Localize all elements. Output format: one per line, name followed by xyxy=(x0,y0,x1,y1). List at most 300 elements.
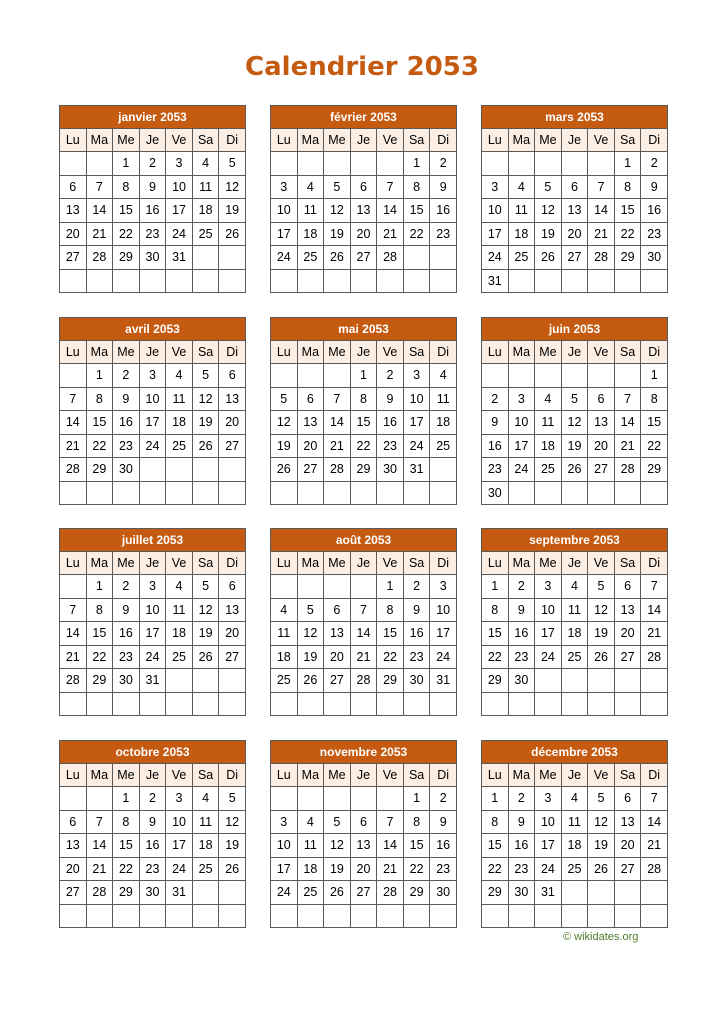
day-cell: 22 xyxy=(641,434,668,458)
day-cell: 1 xyxy=(482,575,509,599)
day-cell: 11 xyxy=(297,834,324,858)
day-cell: 18 xyxy=(192,199,219,223)
day-cell: 1 xyxy=(113,152,140,176)
day-cell: 13 xyxy=(350,834,377,858)
day-cell: 5 xyxy=(561,387,588,411)
week-row xyxy=(482,387,668,411)
day-cell xyxy=(113,904,140,928)
day-cell: 25 xyxy=(561,857,588,881)
day-cell: 4 xyxy=(430,364,457,388)
day-cell: 1 xyxy=(403,787,430,811)
week-row xyxy=(60,575,246,599)
day-cell: 20 xyxy=(350,222,377,246)
day-cell xyxy=(113,269,140,293)
weekday-header: Sa xyxy=(403,764,430,787)
day-cell: 4 xyxy=(508,175,535,199)
week-row xyxy=(60,458,246,482)
day-cell: 8 xyxy=(113,810,140,834)
day-cell: 29 xyxy=(113,881,140,905)
week-row xyxy=(482,669,668,693)
day-cell xyxy=(350,575,377,599)
week-row xyxy=(271,787,457,811)
day-cell: 25 xyxy=(192,857,219,881)
day-cell: 12 xyxy=(219,175,246,199)
day-cell: 6 xyxy=(614,787,641,811)
day-cell: 3 xyxy=(508,387,535,411)
day-cell: 2 xyxy=(113,575,140,599)
day-cell: 12 xyxy=(219,810,246,834)
day-cell: 12 xyxy=(297,622,324,646)
weekday-header: Di xyxy=(641,341,668,364)
day-cell: 2 xyxy=(641,152,668,176)
day-cell: 22 xyxy=(482,645,509,669)
weekday-header: Je xyxy=(561,129,588,152)
day-cell: 1 xyxy=(641,364,668,388)
week-row xyxy=(271,834,457,858)
day-cell: 29 xyxy=(482,669,509,693)
weekday-header: Je xyxy=(139,129,166,152)
month-calendar xyxy=(270,105,457,293)
day-cell: 28 xyxy=(641,645,668,669)
week-row xyxy=(482,881,668,905)
day-cell: 7 xyxy=(60,387,87,411)
day-cell xyxy=(60,152,87,176)
week-row xyxy=(60,199,246,223)
week-row xyxy=(482,364,668,388)
day-cell xyxy=(588,692,615,716)
day-cell: 24 xyxy=(139,645,166,669)
day-cell xyxy=(113,481,140,505)
month-title: janvier 2053 xyxy=(60,106,246,129)
week-row xyxy=(482,481,668,505)
day-cell: 25 xyxy=(297,881,324,905)
day-cell: 22 xyxy=(482,857,509,881)
day-cell xyxy=(508,269,535,293)
week-row xyxy=(482,622,668,646)
week-row xyxy=(60,787,246,811)
day-cell: 30 xyxy=(403,669,430,693)
day-cell: 27 xyxy=(297,458,324,482)
day-cell xyxy=(324,904,351,928)
day-cell: 22 xyxy=(86,434,113,458)
weekday-header: Ve xyxy=(377,764,404,787)
day-cell: 4 xyxy=(166,575,193,599)
weekday-header: Me xyxy=(324,764,351,787)
day-cell: 8 xyxy=(482,810,509,834)
day-cell: 7 xyxy=(324,387,351,411)
month-title: octobre 2053 xyxy=(60,741,246,764)
weekday-header: Di xyxy=(641,764,668,787)
day-cell: 14 xyxy=(377,834,404,858)
weekday-header: Sa xyxy=(192,341,219,364)
day-cell: 2 xyxy=(508,575,535,599)
weekday-header: Lu xyxy=(482,341,509,364)
day-cell: 18 xyxy=(166,622,193,646)
weekday-header: Sa xyxy=(403,129,430,152)
day-cell: 5 xyxy=(219,152,246,176)
day-cell xyxy=(614,364,641,388)
day-cell: 28 xyxy=(588,246,615,270)
day-cell: 3 xyxy=(139,364,166,388)
week-row xyxy=(60,411,246,435)
weekday-header: Ma xyxy=(508,764,535,787)
week-row xyxy=(271,364,457,388)
weekday-header: Me xyxy=(324,341,351,364)
day-cell: 29 xyxy=(403,881,430,905)
weekday-header: Sa xyxy=(192,552,219,575)
day-cell: 6 xyxy=(219,364,246,388)
day-cell xyxy=(192,881,219,905)
day-cell xyxy=(139,269,166,293)
month-title: juillet 2053 xyxy=(60,529,246,552)
day-cell: 21 xyxy=(377,222,404,246)
weekday-header: Me xyxy=(324,129,351,152)
day-cell: 4 xyxy=(166,364,193,388)
day-cell: 30 xyxy=(508,669,535,693)
day-cell xyxy=(219,481,246,505)
day-cell: 23 xyxy=(508,645,535,669)
week-row xyxy=(482,645,668,669)
day-cell: 3 xyxy=(166,787,193,811)
day-cell: 9 xyxy=(482,411,509,435)
weekday-header: Ve xyxy=(588,341,615,364)
day-cell xyxy=(166,904,193,928)
weekday-header: Je xyxy=(350,764,377,787)
day-cell: 9 xyxy=(113,387,140,411)
week-row xyxy=(271,175,457,199)
day-cell xyxy=(482,364,509,388)
day-cell xyxy=(166,458,193,482)
day-cell: 13 xyxy=(588,411,615,435)
day-cell xyxy=(614,692,641,716)
day-cell: 26 xyxy=(192,434,219,458)
weekday-header: Je xyxy=(350,129,377,152)
day-cell: 20 xyxy=(324,645,351,669)
day-cell: 24 xyxy=(139,434,166,458)
day-cell xyxy=(508,481,535,505)
day-cell xyxy=(588,481,615,505)
week-row xyxy=(60,598,246,622)
week-row xyxy=(271,481,457,505)
day-cell: 13 xyxy=(60,199,87,223)
day-cell: 17 xyxy=(139,622,166,646)
day-cell xyxy=(60,904,87,928)
day-cell xyxy=(535,904,562,928)
day-cell: 17 xyxy=(139,411,166,435)
weekday-header: Lu xyxy=(271,764,298,787)
day-cell: 15 xyxy=(86,622,113,646)
day-cell xyxy=(561,881,588,905)
weekday-header: Ma xyxy=(508,129,535,152)
day-cell: 6 xyxy=(60,810,87,834)
day-cell: 23 xyxy=(403,645,430,669)
week-row xyxy=(482,246,668,270)
day-cell: 9 xyxy=(403,598,430,622)
weekday-header: Je xyxy=(561,764,588,787)
day-cell: 18 xyxy=(430,411,457,435)
weekday-header: Je xyxy=(350,341,377,364)
day-cell: 17 xyxy=(166,834,193,858)
day-cell: 10 xyxy=(482,199,509,223)
day-cell: 29 xyxy=(614,246,641,270)
day-cell: 18 xyxy=(192,834,219,858)
week-row xyxy=(271,622,457,646)
day-cell xyxy=(377,481,404,505)
day-cell: 24 xyxy=(508,458,535,482)
day-cell: 30 xyxy=(641,246,668,270)
day-cell: 11 xyxy=(561,598,588,622)
week-row xyxy=(271,810,457,834)
day-cell: 23 xyxy=(430,222,457,246)
week-row xyxy=(60,881,246,905)
day-cell: 24 xyxy=(166,857,193,881)
day-cell: 19 xyxy=(219,199,246,223)
day-cell: 14 xyxy=(377,199,404,223)
day-cell: 4 xyxy=(192,152,219,176)
weekday-header: Di xyxy=(219,129,246,152)
day-cell: 27 xyxy=(60,246,87,270)
day-cell: 7 xyxy=(377,175,404,199)
day-cell: 12 xyxy=(324,199,351,223)
day-cell: 8 xyxy=(482,598,509,622)
day-cell xyxy=(588,904,615,928)
week-row xyxy=(60,834,246,858)
day-cell: 10 xyxy=(166,175,193,199)
day-cell: 20 xyxy=(297,434,324,458)
day-cell: 15 xyxy=(482,834,509,858)
day-cell xyxy=(86,787,113,811)
day-cell: 22 xyxy=(350,434,377,458)
day-cell: 8 xyxy=(86,387,113,411)
day-cell xyxy=(561,269,588,293)
week-row xyxy=(60,669,246,693)
day-cell: 6 xyxy=(350,175,377,199)
day-cell xyxy=(324,692,351,716)
day-cell: 14 xyxy=(614,411,641,435)
day-cell: 3 xyxy=(139,575,166,599)
weekday-header: Di xyxy=(430,552,457,575)
day-cell: 8 xyxy=(403,810,430,834)
day-cell: 4 xyxy=(271,598,298,622)
day-cell: 28 xyxy=(60,669,87,693)
day-cell: 12 xyxy=(588,598,615,622)
day-cell xyxy=(535,269,562,293)
week-row xyxy=(271,575,457,599)
day-cell: 15 xyxy=(113,199,140,223)
day-cell xyxy=(641,669,668,693)
day-cell: 3 xyxy=(271,175,298,199)
day-cell: 27 xyxy=(350,246,377,270)
weekday-header: Lu xyxy=(482,552,509,575)
day-cell: 10 xyxy=(508,411,535,435)
day-cell: 5 xyxy=(271,387,298,411)
day-cell: 14 xyxy=(641,810,668,834)
day-cell: 3 xyxy=(166,152,193,176)
day-cell: 23 xyxy=(139,857,166,881)
day-cell: 28 xyxy=(377,881,404,905)
day-cell: 21 xyxy=(641,834,668,858)
day-cell: 20 xyxy=(614,834,641,858)
weekday-header: Ve xyxy=(377,341,404,364)
day-cell: 21 xyxy=(614,434,641,458)
week-row xyxy=(482,810,668,834)
weekday-header: Ma xyxy=(508,552,535,575)
week-row xyxy=(271,598,457,622)
week-row xyxy=(271,669,457,693)
day-cell: 9 xyxy=(139,175,166,199)
day-cell: 21 xyxy=(60,434,87,458)
day-cell xyxy=(271,692,298,716)
day-cell xyxy=(430,692,457,716)
day-cell: 30 xyxy=(113,458,140,482)
day-cell: 21 xyxy=(60,645,87,669)
weekday-header: Sa xyxy=(403,341,430,364)
week-row xyxy=(60,246,246,270)
week-row xyxy=(60,645,246,669)
day-cell xyxy=(166,692,193,716)
day-cell xyxy=(508,364,535,388)
day-cell xyxy=(377,269,404,293)
weekday-header: Me xyxy=(535,341,562,364)
day-cell: 16 xyxy=(113,411,140,435)
day-cell: 3 xyxy=(535,787,562,811)
day-cell: 31 xyxy=(166,881,193,905)
day-cell: 8 xyxy=(641,387,668,411)
weekday-header: Je xyxy=(139,552,166,575)
day-cell: 21 xyxy=(86,857,113,881)
month-title: mai 2053 xyxy=(271,318,457,341)
day-cell: 18 xyxy=(297,857,324,881)
day-cell: 30 xyxy=(113,669,140,693)
day-cell xyxy=(377,787,404,811)
day-cell xyxy=(430,269,457,293)
day-cell xyxy=(588,364,615,388)
day-cell xyxy=(297,787,324,811)
day-cell: 1 xyxy=(86,364,113,388)
day-cell: 26 xyxy=(271,458,298,482)
day-cell: 29 xyxy=(86,669,113,693)
weekday-header: Ma xyxy=(86,341,113,364)
day-cell xyxy=(297,481,324,505)
month-title: novembre 2053 xyxy=(271,741,457,764)
week-row xyxy=(271,881,457,905)
day-cell xyxy=(508,692,535,716)
day-cell xyxy=(324,575,351,599)
weekday-header: Me xyxy=(535,552,562,575)
weekday-header: Sa xyxy=(614,552,641,575)
day-cell: 2 xyxy=(139,152,166,176)
day-cell: 10 xyxy=(139,598,166,622)
day-cell: 2 xyxy=(430,787,457,811)
day-cell xyxy=(535,152,562,176)
day-cell xyxy=(508,904,535,928)
footer-credit: © wikidates.org xyxy=(563,931,639,943)
day-cell: 17 xyxy=(430,622,457,646)
day-cell: 21 xyxy=(350,645,377,669)
week-row xyxy=(60,904,246,928)
day-cell: 6 xyxy=(561,175,588,199)
day-cell: 5 xyxy=(324,810,351,834)
day-cell: 14 xyxy=(60,411,87,435)
week-row xyxy=(60,152,246,176)
day-cell: 8 xyxy=(614,175,641,199)
day-cell: 4 xyxy=(297,175,324,199)
day-cell: 16 xyxy=(403,622,430,646)
week-row xyxy=(60,434,246,458)
day-cell xyxy=(86,152,113,176)
weekday-header: Me xyxy=(113,764,140,787)
day-cell xyxy=(60,481,87,505)
week-row xyxy=(60,222,246,246)
day-cell: 24 xyxy=(535,857,562,881)
day-cell: 1 xyxy=(482,787,509,811)
month-calendar xyxy=(270,317,457,505)
weekday-header: Di xyxy=(219,552,246,575)
day-cell xyxy=(86,904,113,928)
day-cell xyxy=(192,458,219,482)
week-row xyxy=(60,857,246,881)
day-cell: 27 xyxy=(219,434,246,458)
day-cell: 20 xyxy=(561,222,588,246)
day-cell xyxy=(350,692,377,716)
day-cell: 19 xyxy=(561,434,588,458)
weekday-header: Di xyxy=(641,552,668,575)
day-cell xyxy=(219,669,246,693)
weekday-header: Me xyxy=(113,129,140,152)
day-cell: 7 xyxy=(350,598,377,622)
day-cell: 28 xyxy=(350,669,377,693)
weekday-header: Ma xyxy=(297,552,324,575)
day-cell: 2 xyxy=(113,364,140,388)
day-cell: 15 xyxy=(86,411,113,435)
day-cell xyxy=(403,904,430,928)
week-row xyxy=(482,411,668,435)
day-cell xyxy=(614,481,641,505)
day-cell: 3 xyxy=(482,175,509,199)
day-cell: 11 xyxy=(535,411,562,435)
day-cell: 20 xyxy=(60,222,87,246)
day-cell: 11 xyxy=(166,598,193,622)
weekday-header: Di xyxy=(430,341,457,364)
day-cell: 19 xyxy=(324,222,351,246)
month-title: mars 2053 xyxy=(482,106,668,129)
day-cell: 12 xyxy=(561,411,588,435)
day-cell: 14 xyxy=(324,411,351,435)
day-cell xyxy=(561,669,588,693)
day-cell xyxy=(271,481,298,505)
day-cell: 24 xyxy=(535,645,562,669)
day-cell: 10 xyxy=(271,834,298,858)
day-cell xyxy=(60,575,87,599)
week-row xyxy=(60,692,246,716)
day-cell: 3 xyxy=(403,364,430,388)
day-cell: 9 xyxy=(377,387,404,411)
day-cell: 26 xyxy=(324,881,351,905)
day-cell: 9 xyxy=(430,810,457,834)
day-cell: 13 xyxy=(614,598,641,622)
day-cell: 14 xyxy=(350,622,377,646)
weekday-header: Me xyxy=(535,764,562,787)
day-cell: 26 xyxy=(535,246,562,270)
day-cell: 15 xyxy=(614,199,641,223)
weekday-header: Me xyxy=(113,341,140,364)
day-cell: 4 xyxy=(535,387,562,411)
day-cell: 30 xyxy=(377,458,404,482)
day-cell: 20 xyxy=(219,622,246,646)
day-cell: 27 xyxy=(219,645,246,669)
day-cell: 6 xyxy=(60,175,87,199)
day-cell: 5 xyxy=(192,364,219,388)
